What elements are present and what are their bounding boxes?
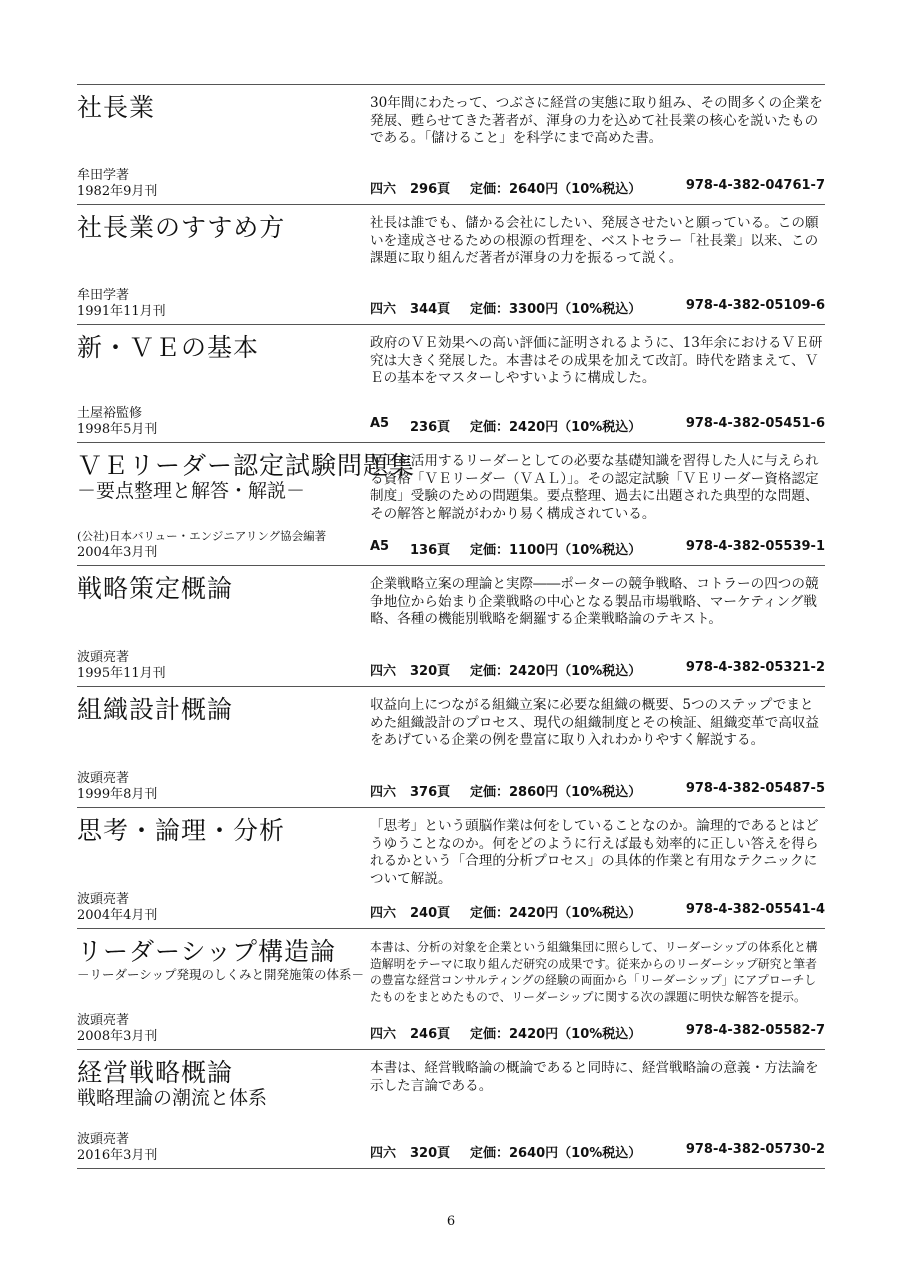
- book-title-block: [77, 93, 367, 122]
- book-author-block: [77, 168, 157, 200]
- book-subtitle: 戦略理論の潮流と体系: [77, 1087, 268, 1109]
- book-price: 定価：3300円（10%税込）: [470, 302, 642, 317]
- book-date: 1995年11月刊: [77, 666, 166, 681]
- book-pages: 236頁: [410, 420, 451, 435]
- book-pages: 240頁: [410, 906, 451, 921]
- book-format: 四六: [370, 182, 397, 197]
- book-date: 1982年9月刊: [77, 184, 158, 199]
- book-entry: [77, 928, 825, 1049]
- book-isbn: 978-4-382-05582-7: [685, 1023, 825, 1038]
- book-description: 政府のＶＥ効果への高い評価に証明されるように、13年余におけるＶＥ研究は大きく発展した。本書はその成果を加えて改訂。時代を踏まえて、ＶＥの基本をマスターしやすいように構成した。: [370, 335, 823, 386]
- book-date: 1999年8月刊: [77, 787, 158, 802]
- book-info: [370, 1023, 825, 1042]
- book-isbn: 978-4-382-05451-6: [685, 416, 825, 431]
- book-entry: [77, 686, 825, 807]
- book-author: 牟田学著: [77, 168, 130, 183]
- book-isbn: 978-4-382-05730-2: [685, 1142, 825, 1157]
- book-info: [370, 298, 825, 317]
- book-author-block: [77, 1013, 157, 1045]
- book-format: 四六: [370, 1146, 397, 1161]
- book-description: ＶＥを活用するリーダーとしての必要な基礎知識を習得した人に与えられる資格「ＶＥリーダー（ＶＡＬ）」。その認定試験「ＶＥリーダー資格認定制度」受験のための問題集。要点整理、過去に出題された典型的な問題、その解答と解説がわかり易く構成されている。: [370, 453, 819, 522]
- book-info: [370, 1142, 825, 1161]
- book-author: 波頭亮著: [77, 1013, 130, 1028]
- book-price: 定価：2420円（10%税込）: [470, 420, 642, 435]
- book-info: [370, 178, 825, 197]
- book-format: A5: [370, 416, 390, 431]
- book-author: 波頭亮著: [77, 650, 130, 665]
- book-description: 収益向上につながる組織立案に必要な組織の概要、5つのステップでまとめた組織設計のプロセス、現代の組織制度とその検証、組織変革で高収益をあげている企業の例を豊富に取り入れわかりやすく解説する。: [370, 697, 819, 748]
- book-subtitle: －要点整理と解答・解説－: [77, 480, 306, 502]
- book-entry: [77, 204, 825, 324]
- book-pages: 344頁: [410, 302, 451, 317]
- book-date: 2008年3月刊: [77, 1029, 158, 1044]
- book-title: ＶＥリーダー認定試験問題集: [77, 451, 416, 480]
- book-isbn: 978-4-382-05541-4: [685, 902, 825, 917]
- book-title-block: [77, 333, 367, 362]
- book-subtitle: －リーダーシップ発現のしくみと開発施策の体系－: [77, 967, 365, 982]
- book-price: 定価：2640円（10%税込）: [470, 182, 642, 197]
- book-title: 社長業のすすめ方: [77, 213, 286, 242]
- book-catalog: [77, 84, 825, 1169]
- book-isbn: 978-4-382-05539-1: [685, 539, 825, 554]
- book-format: 四六: [370, 1027, 397, 1042]
- book-title: 思考・論理・分析: [77, 816, 286, 845]
- book-title-block: [77, 816, 367, 845]
- page-number: 6: [446, 1214, 456, 1229]
- book-info: [370, 660, 825, 679]
- book-description: 30年間にわたって、つぶさに経営の実態に取り組み、その間多くの企業を発展、甦らせてきた著者が、渾身の力を込めて社長業の核心を説いたものである。「儲けること」を科学にまで高めた書。: [370, 95, 823, 146]
- book-format: 四六: [370, 906, 397, 921]
- book-description: 本書は、分析の対象を企業という組織集団に照らして、リーダーシップの体系化と構造解明をテーマに取り組んだ研究の成果です。従来からのリーダーシップ研究と筆者の豊富な経営コンサルティングの経験の両面から「リーダーシップ」にアプローチしたものをまとめたもので、リーダーシップに関する次の課題に明快な解答を提示。: [370, 940, 818, 1004]
- book-entry: [77, 442, 825, 565]
- book-isbn: 978-4-382-05109-6: [685, 298, 825, 313]
- book-isbn: 978-4-382-04761-7: [685, 178, 825, 193]
- book-author: 牟田学著: [77, 288, 130, 303]
- book-title: リーダーシップ構造論: [77, 937, 337, 966]
- book-description: 「思考」という頭脳作業は何をしていることなのか。論理的であるとはどうゆうことなのか。何をどのように行えば最も効率的に正しい答えを得られるかという「合理的分析プロセス」の具体的作業と有用なテクニックについて解説。: [370, 818, 819, 887]
- book-author-block: [77, 406, 157, 438]
- book-description: 社長は誰でも、儲かる会社にしたい、発展させたいと願っている。この願いを達成させるための根源の哲理を、ベストセラー「社長業」以来、この課題に取り組んだ著者が渾身の力を振るって説く。: [370, 215, 819, 266]
- book-author: 波頭亮著: [77, 1132, 130, 1147]
- book-author-block: [77, 528, 326, 561]
- book-date: 2004年3月刊: [77, 545, 158, 560]
- book-title-block: [77, 213, 367, 242]
- book-title: 社長業: [77, 93, 156, 122]
- book-info: [370, 539, 825, 558]
- book-entry: [77, 807, 825, 928]
- book-price: 定価：2420円（10%税込）: [470, 664, 642, 679]
- book-entry: [77, 565, 825, 686]
- book-author: 波頭亮著: [77, 892, 130, 907]
- book-pages: 296頁: [410, 182, 451, 197]
- book-date: 1998年5月刊: [77, 422, 158, 437]
- book-price: 定価：2420円（10%税込）: [470, 1027, 642, 1042]
- book-author-block: [77, 650, 166, 682]
- book-pages: 320頁: [410, 664, 451, 679]
- book-entry: [77, 1049, 825, 1169]
- book-date: 2016年3月刊: [77, 1148, 158, 1163]
- book-format: 四六: [370, 302, 397, 317]
- book-price: 定価：2640円（10%税込）: [470, 1146, 642, 1161]
- book-format: 四六: [370, 785, 397, 800]
- book-pages: 376頁: [410, 785, 451, 800]
- book-title: 経営戦略概論: [77, 1058, 234, 1087]
- book-title-block: [77, 937, 367, 984]
- book-info: [370, 416, 825, 435]
- book-pages: 320頁: [410, 1146, 451, 1161]
- book-author: (公社)日本バリュー・エンジニアリング協会編著: [77, 529, 327, 543]
- book-author: 波頭亮著: [77, 771, 130, 786]
- book-price: 定価：1100円（10%税込）: [470, 543, 642, 558]
- book-title: 戦略策定概論: [77, 574, 234, 603]
- book-price: 定価：2420円（10%税込）: [470, 906, 642, 921]
- book-title-block: [77, 1058, 367, 1110]
- book-author-block: [77, 1132, 157, 1164]
- book-author-block: [77, 771, 157, 803]
- book-title: 組織設計概論: [77, 695, 234, 724]
- book-format: A5: [370, 539, 390, 554]
- book-description: 企業戦略立案の理論と実際――ポーターの競争戦略、コトラーの四つの競争地位から始まり企業戦略の中心となる製品市場戦略、マーケティング戦略、各種の機能別戦略を網羅する企業戦略論のテキスト。: [370, 576, 819, 627]
- book-pages: 246頁: [410, 1027, 451, 1042]
- book-title-block: [77, 574, 367, 603]
- book-date: 2004年4月刊: [77, 908, 158, 923]
- book-info: [370, 781, 825, 800]
- book-description: 本書は、経営戦略論の概論であると同時に、経営戦略論の意義・方法論を示した言論である。: [370, 1060, 819, 1094]
- book-pages: 136頁: [410, 543, 451, 558]
- book-info: [370, 902, 825, 921]
- book-isbn: 978-4-382-05321-2: [685, 660, 825, 675]
- book-title-block: [77, 695, 367, 724]
- book-isbn: 978-4-382-05487-5: [685, 781, 825, 796]
- book-author: 土屋裕監修: [77, 406, 143, 421]
- book-price: 定価：2860円（10%税込）: [470, 785, 642, 800]
- book-author-block: [77, 892, 157, 924]
- book-title: 新・ＶＥの基本: [77, 333, 260, 362]
- book-entry: [77, 324, 825, 442]
- book-format: 四六: [370, 664, 397, 679]
- book-title-block: [77, 451, 416, 503]
- book-author-block: [77, 288, 166, 320]
- book-date: 1991年11月刊: [77, 304, 166, 319]
- book-entry: [77, 84, 825, 204]
